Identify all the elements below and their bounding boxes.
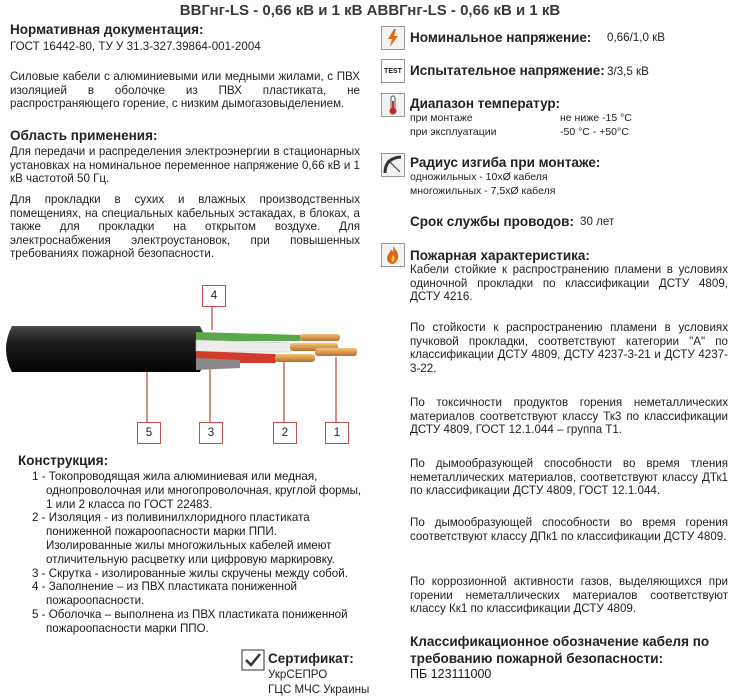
bend-radius-icon — [381, 153, 405, 177]
temp-use-value: -50 °С - +50°С — [560, 126, 629, 138]
page-title: ВВГнг-LS - 0,66 кВ и 1 кВ АВВГнг-LS - 0,66 кВ и 1 кВ — [179, 2, 561, 19]
application-p1: Для передачи и распределения электроэнергии в стационарных установках на номинальное переменное напряжение 0,66 кВ и 1 кВ частотой 50 Гц. — [10, 145, 360, 186]
temp-mount-label: при монтаже — [410, 112, 473, 124]
normative-text: ГОСТ 16442-80, ТУ У 31.3-327.39864-001-2004 — [10, 40, 261, 53]
temp-use-label: при эксплуатации — [410, 126, 497, 138]
construction-item: 5 - Оболочка – выполнена из ПВХ пластиката пониженной пожароопасности марки ППО. — [32, 607, 348, 635]
construction-item: 3 - Скрутка - изолированные жилы скручены между собой. — [32, 566, 348, 580]
application-p2: Для прокладки в сухих и влажных производственных помещениях, на специальных кабельных эстакадах, в блоках, а также для прокладки на открытом воздухе. Для электроснабжения электроустановок, при повышенных требованиях пожарной безопасности. — [10, 193, 360, 261]
test-voltage-value: 3/3,5 кВ — [607, 65, 649, 78]
cable-diagram — [0, 282, 370, 447]
callout-2: 2 — [273, 422, 297, 444]
test-icon: TEST — [381, 59, 405, 83]
bend-multi: многожильных - 7,5хØ кабеля — [410, 185, 556, 197]
construction-item: 1 - Токопроводящая жила алюминиевая или медная, однопроволочная или многопроволочная, круглой формы, 1 или 2 класса по ГОСТ 22483. — [32, 470, 362, 511]
classification-value: ПБ 123111000 — [410, 667, 492, 681]
normative-heading: Нормативная документация: — [10, 22, 204, 37]
cable-description: Силовые кабели с алюминиевыми или медными жилами, с ПВХ изоляцией в оболочке из ПВХ пластиката, не распространяющего горение, с низким дымогазовыделением. — [10, 70, 360, 111]
certificate-heading: Сертификат: — [268, 651, 354, 666]
application-heading: Область применения: — [10, 128, 158, 143]
construction-item: 4 - Заполнение – из ПВХ пластиката пониженной пожароопасности. — [32, 580, 298, 608]
core-green — [196, 332, 303, 341]
voltage-value: 0,66/1,0 кВ — [607, 31, 665, 44]
fire-heading: Пожарная характеристика: — [410, 248, 590, 263]
conductor-1 — [300, 334, 340, 341]
certificate-line2: ГЦС МЧС Украины — [268, 683, 370, 696]
fire-paragraph: По токсичности продуктов горения неметаллических материалов соответствуют классу Тк3 по классификации ДСТУ 4809, ГОСТ 12.1.044 – группа Т1. — [410, 396, 728, 437]
construction-list — [32, 470, 362, 636]
fire-icon — [381, 243, 405, 267]
construction-item: 2 - Изоляция - из поливинилхлоридного пластиката пониженной пожароопасности марки ППИ. Изолированные жилы многожильных кабелей имеют отличительную расцветку или цифровую маркировку. — [32, 511, 335, 566]
temp-mount-value: не ниже -15 °С — [560, 112, 632, 124]
temperature-label: Диапазон температур: — [410, 96, 561, 111]
voltage-label: Номинальное напряжение: — [410, 30, 592, 45]
certificate-line1: УкрСЕПРО — [268, 668, 328, 681]
classification-heading: Классификационное обозначение кабеля по требованию пожарной безопасности: — [410, 634, 710, 666]
core-filler — [196, 358, 240, 370]
thermometer-icon — [381, 93, 405, 117]
callout-3: 3 — [199, 422, 223, 444]
construction-heading: Конструкция: — [18, 453, 109, 468]
fire-paragraph: По коррозионной активности газов, выделяющихся при горении неметаллических материалов соответствуют классу Кк1 по классификации ДСТУ 4809. — [410, 575, 728, 616]
certificate-icon — [241, 649, 265, 671]
conductor-3 — [275, 354, 315, 362]
service-life-value: 30 лет — [580, 215, 615, 228]
core-white — [196, 340, 293, 352]
cable-jacket — [6, 326, 206, 372]
test-voltage-label: Испытательное напряжение: — [410, 63, 605, 78]
bend-single: одножильных - 10хØ кабеля — [410, 171, 548, 183]
fire-paragraph: По дымообразующей способности во время тления неметаллических материалов, соответствуют классу ДТк1 по классификации ДСТУ 4809, ГОСТ 12.1.044. — [410, 457, 728, 498]
bend-radius-label: Радиус изгиба при монтаже: — [410, 155, 601, 170]
fire-paragraph: Кабели стойкие к распространению пламени в условиях одиночной прокладки по классификации ДСТУ 4809, ДСТУ 4216. — [410, 263, 728, 304]
fire-paragraph: По стойкости к распространению пламени в условиях пучковой прокладки, соответствуют категории "А" по классификации ДСТУ 4809, ДСТУ 4237-3-21 и ДСТУ 4237-3-22. — [410, 321, 728, 375]
callout-1: 1 — [325, 422, 349, 444]
fire-paragraph: По дымообразующей способности во время горения соответствуют классу ДПк1 по классификации ДСТУ 4809. — [410, 516, 728, 543]
conductor-4 — [315, 348, 357, 356]
service-life-label: Срок службы проводов: — [410, 214, 574, 229]
callout-5: 5 — [137, 422, 161, 444]
voltage-icon — [381, 26, 405, 50]
callout-4: 4 — [202, 285, 226, 307]
